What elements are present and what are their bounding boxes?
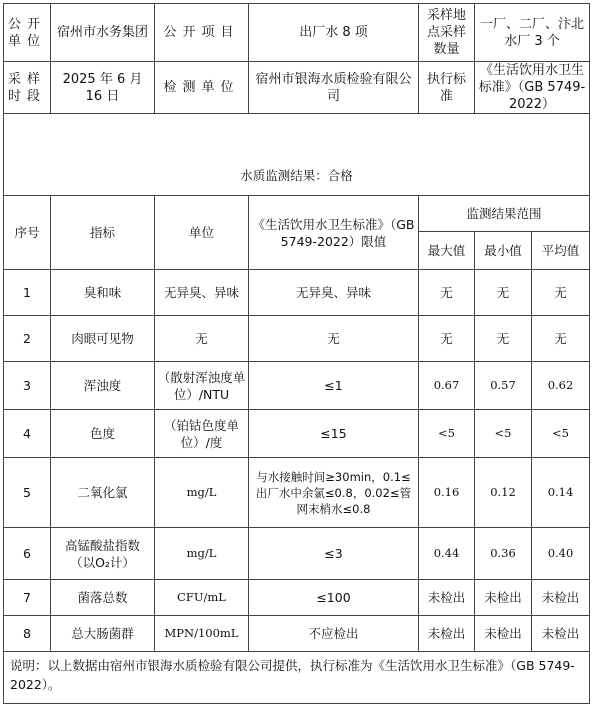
row-no: 8 bbox=[4, 616, 51, 652]
row-limit: ≤15 bbox=[249, 410, 419, 458]
row-limit: 无异臭、异味 bbox=[249, 270, 419, 316]
row-max: 0.44 bbox=[419, 528, 475, 580]
lab: 宿州市银海水质检验有限公司 bbox=[249, 62, 419, 114]
col-avg: 平均值 bbox=[532, 232, 590, 270]
row-min: 未检出 bbox=[475, 616, 532, 652]
row-unit: 无 bbox=[155, 316, 249, 362]
row-limit: 不应检出 bbox=[249, 616, 419, 652]
site: 一厂、二厂、汴北水厂 3 个 bbox=[475, 4, 590, 62]
row-avg: 0.62 bbox=[532, 362, 590, 410]
period-label: 采样时段 bbox=[4, 62, 51, 114]
row-max: <5 bbox=[419, 410, 475, 458]
row-min: 未检出 bbox=[475, 580, 532, 616]
row-limit: ≤1 bbox=[249, 362, 419, 410]
standard: 《生活饮用水卫生标准》（GB 5749-2022） bbox=[475, 62, 590, 114]
row-avg: 0.14 bbox=[532, 458, 590, 528]
row-max: 未检出 bbox=[419, 580, 475, 616]
col-min: 最小值 bbox=[475, 232, 532, 270]
col-no: 序号 bbox=[4, 196, 51, 270]
row-no: 7 bbox=[4, 580, 51, 616]
period: 2025 年 6 月 16 日 bbox=[51, 62, 155, 114]
item-label: 公开项目 bbox=[155, 4, 249, 62]
row-unit: MPN/100mL bbox=[155, 616, 249, 652]
row-no: 6 bbox=[4, 528, 51, 580]
row-no: 3 bbox=[4, 362, 51, 410]
row-no: 2 bbox=[4, 316, 51, 362]
row-min: 无 bbox=[475, 270, 532, 316]
row-limit: 无 bbox=[249, 316, 419, 362]
lab-label: 检测单位 bbox=[155, 62, 249, 114]
row-indicator: 总大肠菌群 bbox=[51, 616, 155, 652]
row-max: 无 bbox=[419, 270, 475, 316]
col-max: 最大值 bbox=[419, 232, 475, 270]
row-indicator: 菌落总数 bbox=[51, 580, 155, 616]
row-unit: （铂钴色度单位）/度 bbox=[155, 410, 249, 458]
row-indicator: 高锰酸盐指数（以O₂计） bbox=[51, 528, 155, 580]
table-row bbox=[4, 316, 590, 362]
row-avg: 无 bbox=[532, 270, 590, 316]
table-row bbox=[4, 580, 590, 616]
item: 出厂水 8 项 bbox=[249, 4, 419, 62]
row-min: 0.36 bbox=[475, 528, 532, 580]
publisher-label: 公开单位 bbox=[4, 4, 51, 62]
water-quality-table bbox=[3, 3, 590, 704]
row-min: 0.57 bbox=[475, 362, 532, 410]
row-min: <5 bbox=[475, 410, 532, 458]
row-avg: <5 bbox=[532, 410, 590, 458]
row-unit: mg/L bbox=[155, 458, 249, 528]
row-indicator: 肉眼可见物 bbox=[51, 316, 155, 362]
row-indicator: 色度 bbox=[51, 410, 155, 458]
standard-label: 执行标准 bbox=[419, 62, 475, 114]
row-no: 5 bbox=[4, 458, 51, 528]
summary: 水质监测结果：合格 bbox=[4, 156, 590, 196]
row-avg: 未检出 bbox=[532, 580, 590, 616]
row-max: 0.16 bbox=[419, 458, 475, 528]
row-unit: mg/L bbox=[155, 528, 249, 580]
row-indicator: 二氧化氯 bbox=[51, 458, 155, 528]
row-unit: 无异臭、异味 bbox=[155, 270, 249, 316]
row-max: 0.67 bbox=[419, 362, 475, 410]
row-avg: 0.40 bbox=[532, 528, 590, 580]
table-row bbox=[4, 270, 590, 316]
row-max: 无 bbox=[419, 316, 475, 362]
row-min: 无 bbox=[475, 316, 532, 362]
row-avg: 无 bbox=[532, 316, 590, 362]
table-row bbox=[4, 410, 590, 458]
site-label: 采样地点采样数量 bbox=[419, 4, 475, 62]
table-row bbox=[4, 458, 590, 528]
col-limit: 《生活饮用水卫生标准》（GB 5749-2022）限值 bbox=[249, 196, 419, 270]
row-min: 0.12 bbox=[475, 458, 532, 528]
row-indicator: 浑浊度 bbox=[51, 362, 155, 410]
publisher: 宿州市水务集团 bbox=[51, 4, 155, 62]
note: 说明：以上数据由宿州市银海水质检验有限公司提供，执行标准为《生活饮用水卫生标准》（GB 5749-2022）。 bbox=[4, 652, 590, 704]
col-range: 监测结果范围 bbox=[419, 196, 590, 232]
row-indicator: 臭和味 bbox=[51, 270, 155, 316]
col-indicator: 指标 bbox=[51, 196, 155, 270]
table-row bbox=[4, 528, 590, 580]
table-row bbox=[4, 616, 590, 652]
row-no: 1 bbox=[4, 270, 51, 316]
spacer-cell bbox=[4, 114, 590, 156]
row-avg: 未检出 bbox=[532, 616, 590, 652]
row-max: 未检出 bbox=[419, 616, 475, 652]
row-limit: 与水接触时间≥30min，0.1≤出厂水中余氯≤0.8，0.02≤管网末梢水≤0.8 bbox=[249, 458, 419, 528]
row-limit: ≤3 bbox=[249, 528, 419, 580]
row-no: 4 bbox=[4, 410, 51, 458]
row-unit: （散射浑浊度单位）/NTU bbox=[155, 362, 249, 410]
row-unit: CFU/mL bbox=[155, 580, 249, 616]
row-limit: ≤100 bbox=[249, 580, 419, 616]
col-unit: 单位 bbox=[155, 196, 249, 270]
table-row bbox=[4, 362, 590, 410]
